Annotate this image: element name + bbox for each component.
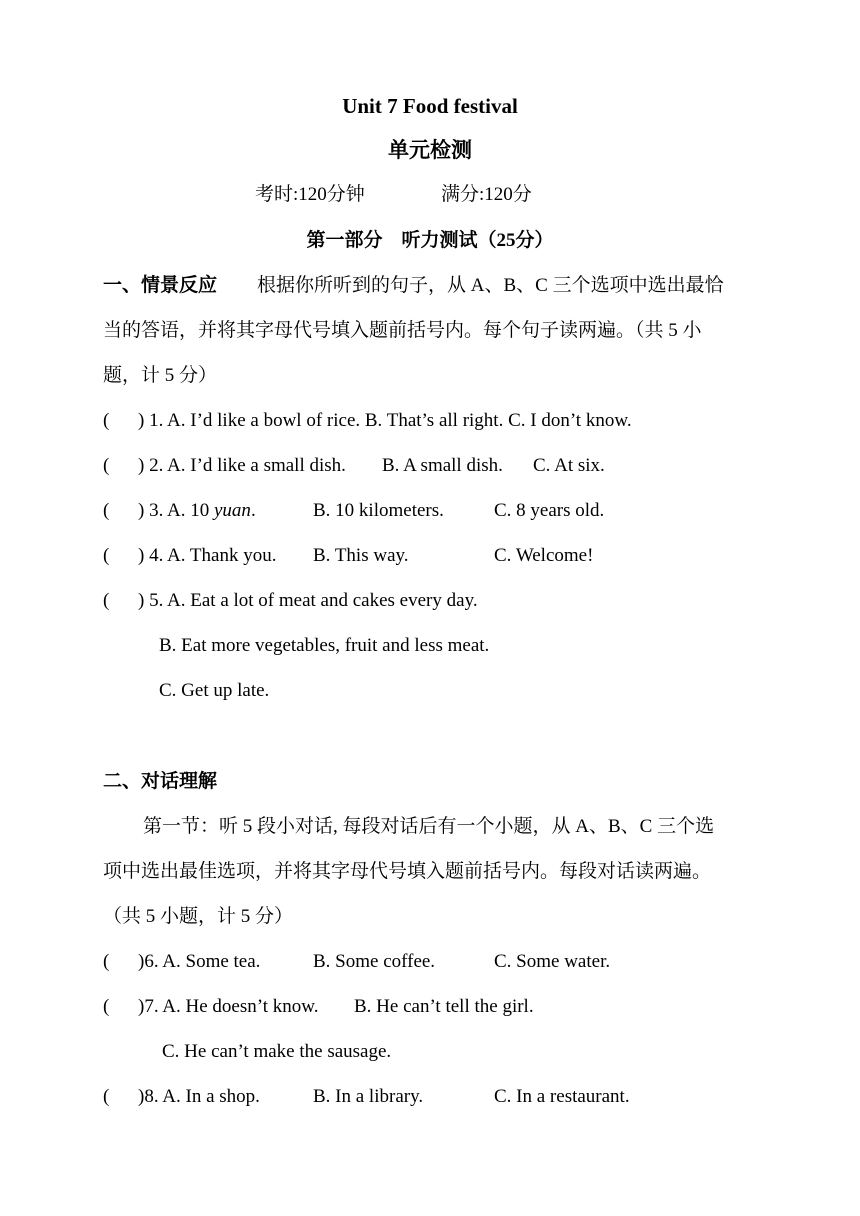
section1-instruction-line2: 当的答语，并将其字母代号填入题前括号内。每个句子读两遍。（共 5 小 (103, 320, 702, 341)
section2-instruction-line1: 第一节：听 5 段小对话, 每段对话后有一个小题，从 A、B、C 三个选 (143, 816, 715, 837)
question-3-prefix: ) 3. A. 10 (138, 500, 214, 521)
section2-heading: 二、对话理解 (103, 771, 218, 792)
answer-bracket: ( (103, 410, 110, 431)
part1-heading: 第一部分 听力测试（25分） (306, 230, 554, 251)
section2-instruction-line2: 项中选出最佳选项，并将其字母代号填入题前括号内。每段对话读两遍。 (103, 861, 712, 882)
question-8-option-b: B. In a library. (313, 1086, 424, 1107)
section1-heading: 一、情景反应 (103, 275, 218, 296)
answer-bracket: ( (103, 1086, 110, 1107)
question-7-option-c: C. He can’t make the sausage. (162, 1041, 392, 1062)
question-6-option-a: )6. A. Some tea. (138, 951, 261, 972)
section1-instruction-line1: 根据你所听到的句子，从 A、B、C 三个选项中选出最恰 (257, 275, 724, 296)
question-8-option-c: C. In a restaurant. (494, 1086, 630, 1107)
question-8-option-a: )8. A. In a shop. (138, 1086, 260, 1107)
question-1: ) 1. A. I’d like a bowl of rice. B. That’s all right. C. I don’t know. (138, 410, 632, 431)
answer-bracket: ( (103, 545, 110, 566)
answer-bracket: ( (103, 455, 110, 476)
question-3-option-a (138, 501, 256, 520)
exam-score: 满分:120分 (441, 184, 532, 205)
section1-instruction-line3: 题，计 5 分） (103, 365, 218, 386)
question-4-option-a: ) 4. A. Thank you. (138, 545, 277, 566)
question-5-option-b: B. Eat more vegetables, fruit and less meat. (159, 635, 490, 656)
question-3-option-b: B. 10 kilometers. (313, 500, 444, 521)
answer-bracket: ( (103, 500, 110, 521)
question-5-option-c: C. Get up late. (159, 680, 270, 701)
answer-bracket: ( (103, 951, 110, 972)
question-6-option-c: C. Some water. (494, 951, 611, 972)
question-3-italic-unit: yuan (214, 500, 251, 521)
question-3-option-c: C. 8 years old. (494, 500, 605, 521)
question-4-option-c: C. Welcome! (494, 545, 594, 566)
page-subtitle: 单元检测 (388, 138, 472, 162)
question-7-option-b: B. He can’t tell the girl. (354, 996, 534, 1017)
question-2-option-c: C. At six. (533, 455, 605, 476)
exam-time: 考时:120分钟 (255, 184, 365, 205)
question-6-option-b: B. Some coffee. (313, 951, 436, 972)
question-2-option-a: ) 2. A. I’d like a small dish. (138, 455, 346, 476)
question-2-option-b: B. A small dish. (382, 455, 503, 476)
question-4-option-b: B. This way. (313, 545, 409, 566)
answer-bracket: ( (103, 996, 110, 1017)
question-3-period: . (250, 500, 256, 521)
answer-bracket: ( (103, 590, 110, 611)
question-7-option-a: )7. A. He doesn’t know. (138, 996, 319, 1017)
section2-instruction-line3: （共 5 小题，计 5 分） (103, 906, 294, 927)
page-title: Unit 7 Food festival (342, 94, 518, 118)
question-5-option-a: ) 5. A. Eat a lot of meat and cakes every day. (138, 590, 478, 611)
